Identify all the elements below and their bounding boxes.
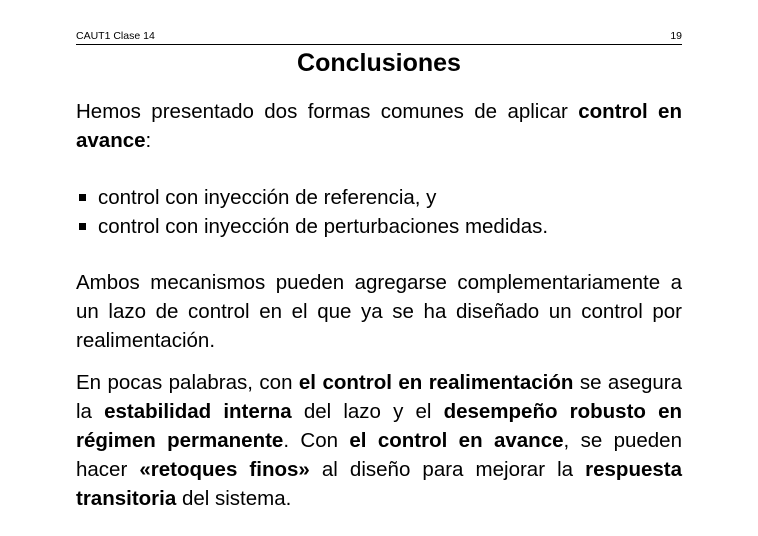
list-item-text: control con inyección de perturbaciones medidas. xyxy=(98,215,549,238)
summary-text: del lazo y el xyxy=(291,400,444,423)
paragraph-mechanisms: Ambos mecanismos pueden agregarse complementariamente a un lazo de control en el que ya se ha diseñado un control por realimentación. xyxy=(76,271,682,352)
list-item xyxy=(76,212,682,241)
intro-colon: : xyxy=(145,129,152,152)
summary-text: En pocas palabras, con xyxy=(76,371,299,394)
intro-bold: control en avance xyxy=(76,100,682,152)
page-header xyxy=(76,30,682,45)
summary-bold: estabilidad interna xyxy=(104,400,292,423)
summary-text: , se pueden hacer xyxy=(76,429,682,481)
summary-bold: desempeño robusto en régimen permanente xyxy=(76,400,683,452)
square-bullet-icon xyxy=(79,223,86,230)
summary-text: . Con xyxy=(283,429,350,452)
paragraph-summary xyxy=(76,368,682,513)
summary-bold: el control en realimentación xyxy=(298,371,574,394)
list-item-text: control con inyección de referencia, y xyxy=(98,186,437,209)
intro-paragraph xyxy=(76,97,682,155)
page-title: Conclusiones xyxy=(297,49,461,77)
square-bullet-icon xyxy=(79,194,86,201)
summary-bold: el control en avance xyxy=(349,429,564,452)
page-number: 19 xyxy=(670,30,682,42)
summary-text: se asegura la xyxy=(76,371,682,423)
bullet-list xyxy=(76,183,682,241)
summary-bold: respuesta transitoria xyxy=(76,458,683,510)
summary-text: al diseño para mejorar la xyxy=(309,458,586,481)
course-label: CAUT1 Clase 14 xyxy=(76,30,155,42)
summary-bold: «retoques finos» xyxy=(139,458,310,481)
summary-text: del sistema. xyxy=(176,487,292,510)
list-item xyxy=(76,183,682,212)
intro-text: Hemos presentado dos formas comunes de aplicar xyxy=(76,100,579,123)
